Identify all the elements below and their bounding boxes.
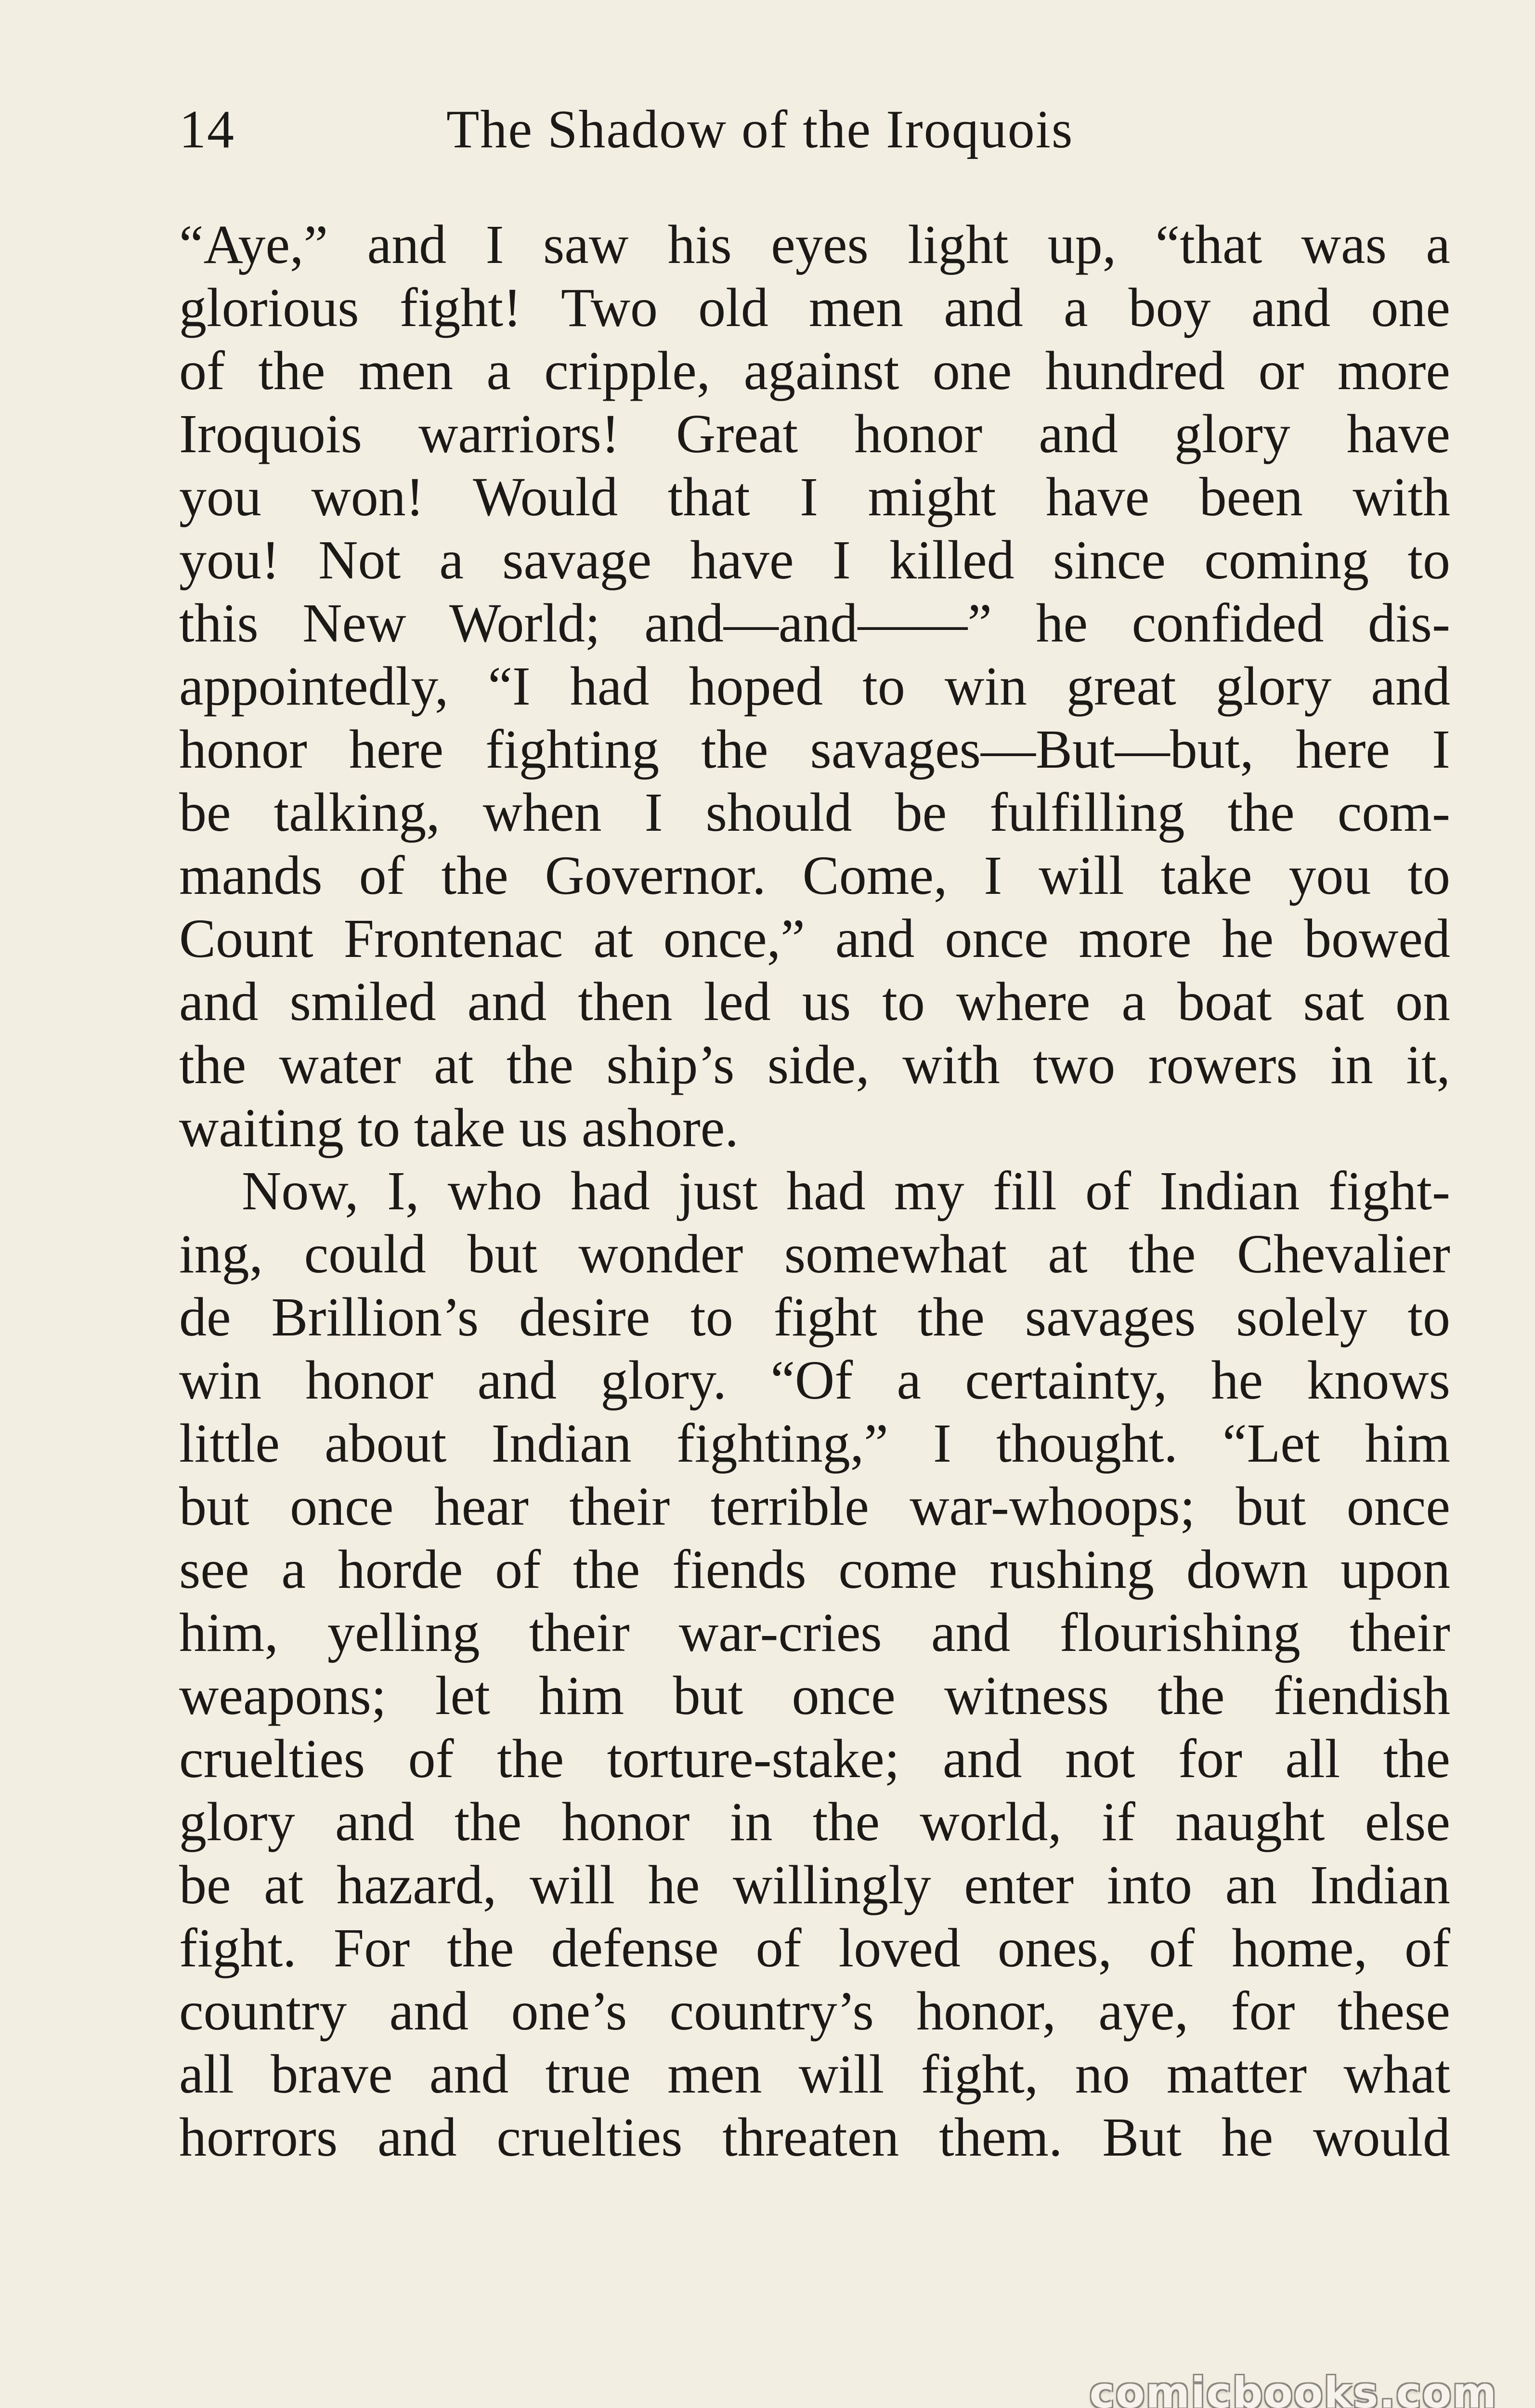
text-line: see a horde of the fiends come rushing down upon [179,1539,1450,1600]
text-line: win honor and glory. “Of a certainty, he knows [179,1349,1450,1411]
body-text [179,213,1450,2169]
text-line: you! Not a savage have I killed since coming to [179,529,1450,590]
text-line: ing, could but wonder somewhat at the Chevalier [179,1223,1450,1284]
text-line: glory and the honor in the world, if naught else [179,1791,1450,1852]
text-line: and smiled and then led us to where a boat sat on [179,971,1450,1032]
text-line: “Aye,” and I saw his eyes light up, “that was a [179,214,1450,275]
text-line: him, yelling their war-cries and flourishing their [179,1602,1450,1663]
text-line: weapons; let him but once witness the fiendish [179,1665,1450,1726]
text-line: be at hazard, will he willingly enter into an Indian [179,1854,1450,1915]
text-line: Iroquois warriors! Great honor and glory have [179,403,1450,464]
text-line: little about Indian fighting,” I thought. “Let him [179,1413,1450,1474]
paragraph-end-line: waiting to take us ashore. [179,1097,739,1158]
text-line: this New World; and—and——” he confided dis- [179,592,1450,654]
paragraph-start-line: Now, I, who had just had my fill of Indian fight- [242,1160,1450,1221]
text-line: be talking, when I should be fulfilling the com- [179,782,1450,843]
text-line: country and one’s country’s honor, aye, for these [179,1980,1450,2042]
page-number: 14 [179,100,235,159]
running-title: The Shadow of the Iroquois [446,100,1074,159]
page-header [179,99,1450,171]
text-line: Count Frontenac at once,” and once more he bowed [179,908,1450,969]
text-line: cruelties of the torture-stake; and not for all the [179,1728,1450,1789]
text-line: mands of the Governor. Come, I will take you to [179,845,1450,906]
text-line: glorious fight! Two old men and a boy and one [179,277,1450,338]
text-line: you won! Would that I might have been with [179,466,1450,527]
watermark: comicbooks.com [1089,2368,1497,2408]
text-line: appointedly, “I had hoped to win great glory and [179,655,1450,717]
text-line: but once hear their terrible war-whoops; but once [179,1476,1450,1537]
text-line: honor here fighting the savages—But—but, here I [179,719,1450,780]
text-line: de Brillion’s desire to fight the savages solely to [179,1286,1450,1348]
text-line: horrors and cruelties threaten them. But he would [179,2107,1450,2168]
text-line: all brave and true men will fight, no matter what [179,2043,1450,2105]
text-line: the water at the ship’s side, with two rowers in it, [179,1034,1450,1095]
text-line: fight. For the defense of loved ones, of home, of [179,1917,1450,1978]
text-line: of the men a cripple, against one hundred or more [179,340,1450,401]
